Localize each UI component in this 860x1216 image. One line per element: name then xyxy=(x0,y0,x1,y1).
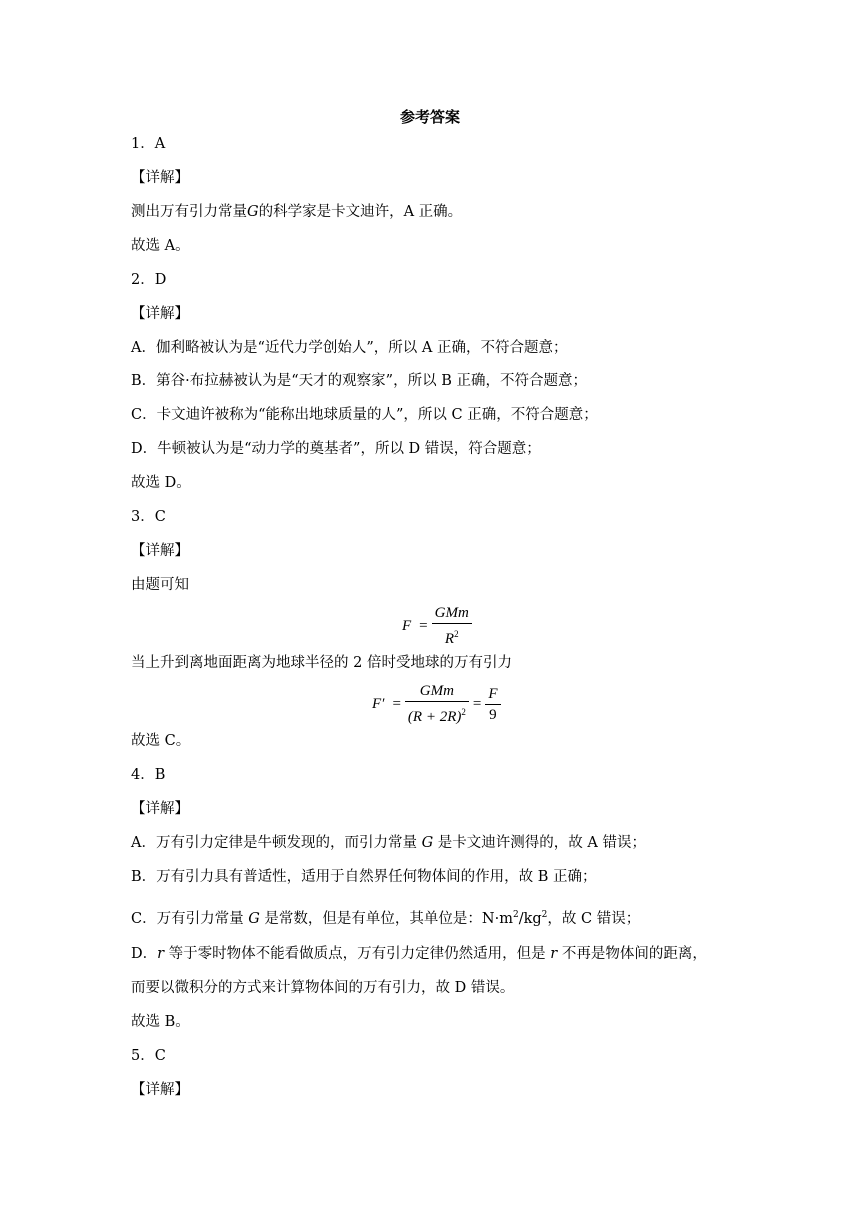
q2-option-b: B．第谷·布拉赫被认为是“天才的观察家”，所以 B 正确，不符合题意； xyxy=(131,373,587,389)
q1-conclusion: 故选 A。 xyxy=(131,238,190,254)
q3-conclusion: 故选 C。 xyxy=(131,733,191,749)
q1-answer: 1．A xyxy=(131,136,166,152)
q1-detail-heading: 【详解】 xyxy=(131,170,189,186)
q2-conclusion: 故选 D。 xyxy=(131,475,191,491)
q4-answer: 4．B xyxy=(131,767,166,783)
q3-detail-heading: 【详解】 xyxy=(131,543,189,559)
q2-option-c: C．卡文迪许被称为“能称出地球质量的人”，所以 C 正确，不符合题意； xyxy=(131,407,598,423)
q5-detail-heading: 【详解】 xyxy=(131,1082,189,1098)
q3-answer: 3．C xyxy=(131,509,166,525)
q2-answer: 2．D xyxy=(131,272,167,288)
q3-middle-text: 当上升到离地面距离为地球半径的 2 倍时受地球的万有引力 xyxy=(131,655,512,671)
q4-option-d-line2: 而要以微积分的方式来计算物体间的万有引力，故 D 错误。 xyxy=(131,980,515,996)
q3-formula-1: F = $\frac{\text{GMm}}{R^2}$ xyxy=(398,603,472,649)
q2-detail-heading: 【详解】 xyxy=(131,306,189,322)
q3-formula-2: F′ = $\frac{\text{GMm}}{(R + 2R)^2}$ = $\frac{F}{9}$ xyxy=(368,681,501,727)
q4-option-d-line1: D．r 等于零时物体不能看做质点，万有引力定律仍然适用，但是 r 不再是物体间的距离， xyxy=(131,946,707,962)
q1-explanation: 测出万有引力常量G的科学家是卡文迪许，A 正确。 xyxy=(131,204,463,220)
q2-option-d: D．牛顿被认为是“动力学的奠基者”，所以 D 错误，符合题意； xyxy=(131,441,541,457)
q3-intro: 由题可知 xyxy=(131,577,189,593)
q4-detail-heading: 【详解】 xyxy=(131,801,189,817)
q5-answer: 5．C xyxy=(131,1048,166,1064)
q4-option-c: C．万有引力常量 G 是常数，但是有单位，其单位是：$N\cdot m^2/kg^2$，故 C 错误； xyxy=(131,910,641,927)
q4-option-a: A．万有引力定律是牛顿发现的，而引力常量 G 是卡文迪许测得的，故 A 错误； xyxy=(131,835,646,851)
q4-option-b: B．万有引力具有普适性，适用于自然界任何物体间的作用，故 B 正确； xyxy=(131,869,597,885)
page-title: 参考答案 xyxy=(399,108,460,126)
q2-option-a: A．伽利略被认为是“近代力学创始人”，所以 A 正确，不符合题意； xyxy=(131,340,568,356)
q4-conclusion: 故选 B。 xyxy=(131,1014,190,1030)
